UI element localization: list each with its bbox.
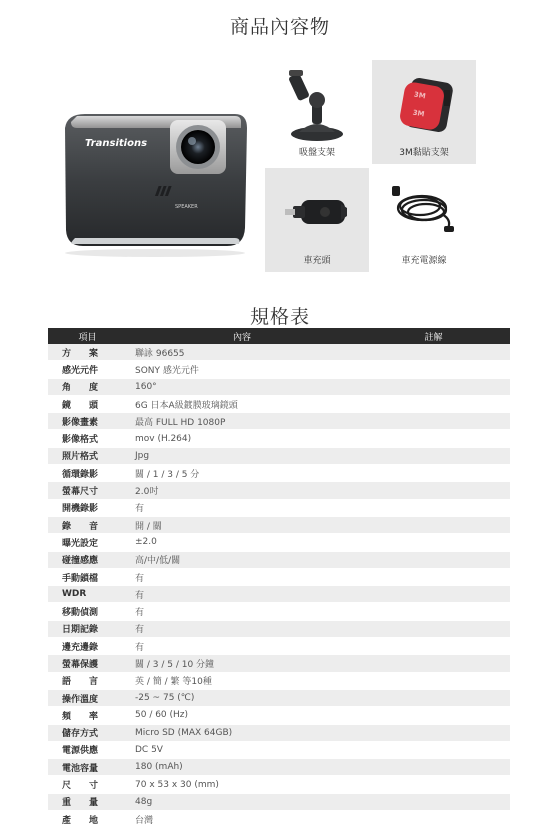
power-cable-icon	[372, 168, 476, 258]
table-row	[48, 516, 510, 533]
spec-key: 邊充邊錄	[48, 638, 127, 655]
spec-note	[357, 603, 510, 620]
spec-value: 開 / 關	[127, 516, 357, 533]
table-row	[48, 776, 510, 793]
spec-key: 影像格式	[48, 430, 127, 447]
spec-key: 操作溫度	[48, 689, 127, 706]
spec-key: 錄 音	[48, 516, 127, 533]
spec-note	[357, 741, 510, 758]
spec-value: -25 ~ 75 (℃)	[127, 689, 357, 706]
table-row	[48, 707, 510, 724]
spec-key: 產 地	[48, 811, 127, 828]
spec-key: 螢幕保護	[48, 655, 127, 672]
spec-note	[357, 655, 510, 672]
spec-key: 角 度	[48, 378, 127, 395]
spec-value: 48g	[127, 793, 357, 810]
spec-note	[357, 447, 510, 464]
spec-value: Jpg	[127, 447, 357, 464]
table-row	[48, 361, 510, 378]
spec-value: Micro SD (MAX 64GB)	[127, 724, 357, 741]
spec-value: 有	[127, 638, 357, 655]
spec-value: 有	[127, 586, 357, 603]
spec-value: 70 x 53 x 30 (mm)	[127, 776, 357, 793]
spec-note	[357, 638, 510, 655]
table-row	[48, 689, 510, 706]
spec-value: 有	[127, 568, 357, 585]
header-notes: 註解	[357, 328, 510, 344]
dash-cam-image	[55, 108, 255, 258]
spec-note	[357, 465, 510, 482]
spec-note	[357, 344, 510, 361]
spec-note	[357, 759, 510, 776]
spec-key: 手動鎖檔	[48, 568, 127, 585]
suction-mount-tile	[265, 60, 369, 164]
svg-text:3M: 3M	[413, 90, 427, 101]
spec-note	[357, 793, 510, 810]
spec-value: ±2.0	[127, 534, 357, 551]
table-row	[48, 395, 510, 412]
table-row	[48, 793, 510, 810]
table-row	[48, 638, 510, 655]
table-row	[48, 534, 510, 551]
table-row	[48, 551, 510, 568]
car-charger-tile	[265, 168, 369, 272]
spec-key: 重 量	[48, 793, 127, 810]
spec-key: 尺 寸	[48, 776, 127, 793]
accessory-label: 吸盤支架	[298, 148, 335, 158]
spec-note	[357, 534, 510, 551]
spec-table-header	[48, 328, 510, 344]
spec-key: 螢幕尺寸	[48, 482, 127, 499]
table-row	[48, 741, 510, 758]
suction-mount-icon	[265, 60, 369, 150]
spec-table	[48, 328, 510, 828]
spec-value: 有	[127, 603, 357, 620]
spec-note	[357, 378, 510, 395]
spec-value: 有	[127, 499, 357, 516]
contents-title: 商品內容物	[229, 16, 330, 38]
spec-key: 日期記錄	[48, 620, 127, 637]
table-row	[48, 724, 510, 741]
table-row	[48, 430, 510, 447]
spec-key: 電源供應	[48, 741, 127, 758]
accessory-label: 車充電源線	[401, 256, 447, 266]
spec-note	[357, 811, 510, 828]
table-row	[48, 465, 510, 482]
spec-note	[357, 499, 510, 516]
spec-key: 語 言	[48, 672, 127, 689]
spec-value: 180 (mAh)	[127, 759, 357, 776]
spec-value: 關 / 1 / 3 / 5 分	[127, 465, 357, 482]
spec-key: 移動偵測	[48, 603, 127, 620]
spec-value: mov (H.264)	[127, 430, 357, 447]
spec-key: 碰撞感應	[48, 551, 127, 568]
spec-note	[357, 568, 510, 585]
table-row	[48, 344, 510, 361]
brand-logo: Transitions	[85, 138, 148, 149]
spec-note	[357, 516, 510, 533]
spec-note	[357, 672, 510, 689]
accessory-label: 3M黏貼支架	[399, 148, 449, 158]
spec-value: 50 / 60 (Hz)	[127, 707, 357, 724]
spec-note	[357, 620, 510, 637]
table-row	[48, 586, 510, 603]
spec-note	[357, 707, 510, 724]
spec-value: 高/中/低/關	[127, 551, 357, 568]
spec-key: 方 案	[48, 344, 127, 361]
car-charger-icon	[265, 168, 369, 258]
spec-note	[357, 586, 510, 603]
spec-value: 2.0吋	[127, 482, 357, 499]
spec-key: 鏡 頭	[48, 395, 127, 412]
spec-title: 規格表	[249, 306, 310, 328]
spec-note	[357, 413, 510, 430]
spec-key: 儲存方式	[48, 724, 127, 741]
spec-value: 台灣	[127, 811, 357, 828]
spec-note	[357, 724, 510, 741]
spec-value: 聯詠 96655	[127, 344, 357, 361]
spec-key: 開機錄影	[48, 499, 127, 516]
spec-value: 6G 日本A級鍍膜玻璃鏡頭	[127, 395, 357, 412]
header-content: 內容	[127, 328, 357, 344]
spec-key: 照片格式	[48, 447, 127, 464]
table-row	[48, 499, 510, 516]
spec-value: 有	[127, 620, 357, 637]
speaker-label: SPEAKER	[175, 204, 198, 210]
spec-key: 循環錄影	[48, 465, 127, 482]
spec-value: SONY 感光元件	[127, 361, 357, 378]
table-row	[48, 447, 510, 464]
spec-key: 感光元件	[48, 361, 127, 378]
spec-key: 曝光設定	[48, 534, 127, 551]
table-row	[48, 759, 510, 776]
table-row	[48, 811, 510, 828]
spec-value: DC 5V	[127, 741, 357, 758]
table-row	[48, 603, 510, 620]
spec-value: 關 / 3 / 5 / 10 分鐘	[127, 655, 357, 672]
table-row	[48, 620, 510, 637]
svg-text:3M: 3M	[412, 108, 426, 119]
adhesive-mount-icon	[372, 60, 476, 150]
spec-note	[357, 430, 510, 447]
table-row	[48, 482, 510, 499]
table-row	[48, 568, 510, 585]
accessory-label: 車充頭	[303, 256, 331, 266]
table-row	[48, 378, 510, 395]
spec-note	[357, 689, 510, 706]
table-row	[48, 655, 510, 672]
spec-value: 英 / 簡 / 繁 等10種	[127, 672, 357, 689]
spec-key: 影像畫素	[48, 413, 127, 430]
spec-note	[357, 395, 510, 412]
spec-key: WDR	[48, 586, 127, 603]
spec-note	[357, 361, 510, 378]
spec-key: 頻 率	[48, 707, 127, 724]
spec-note	[357, 776, 510, 793]
spec-note	[357, 482, 510, 499]
power-cable-tile	[372, 168, 476, 272]
spec-value: 160°	[127, 378, 357, 395]
spec-key: 電池容量	[48, 759, 127, 776]
table-row	[48, 672, 510, 689]
header-item: 項目	[48, 328, 127, 344]
adhesive-mount-tile	[372, 60, 476, 164]
table-row	[48, 413, 510, 430]
spec-note	[357, 551, 510, 568]
spec-value: 最高 FULL HD 1080P	[127, 413, 357, 430]
